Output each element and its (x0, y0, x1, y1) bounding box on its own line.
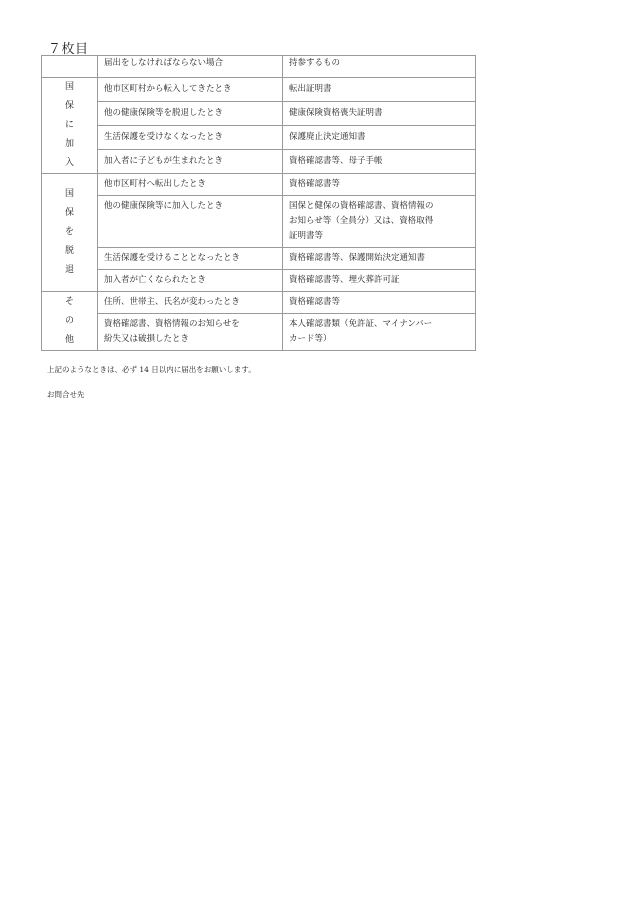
table-row (42, 248, 476, 270)
group-label-char: に (64, 120, 74, 130)
bring-cell: 本人確認書類（免許証、マイナンバー カード等） (283, 314, 476, 351)
table-row (42, 196, 476, 248)
group-label-other (42, 292, 98, 351)
group-label-char: 国 (64, 82, 74, 92)
case-cell: 他の健康保険等に加入したとき (98, 196, 283, 248)
bring-cell: 資格確認書等 (283, 292, 476, 314)
group-label-char: 国 (64, 189, 74, 199)
case-cell: 加入者に子どもが生まれたとき (98, 150, 283, 174)
table-row (42, 78, 476, 102)
page-heading: ７枚目 (48, 42, 89, 57)
group-label-leave (42, 174, 98, 292)
bring-cell: 資格確認書等 (283, 174, 476, 196)
group-label-char: 加 (64, 139, 74, 149)
case-cell: 生活保護を受けることとなったとき (98, 248, 283, 270)
case-cell: 他市区町村から転入してきたとき (98, 78, 283, 102)
group-label-char: 他 (64, 334, 74, 345)
table-header-row (42, 56, 476, 78)
group-label-char: そ (64, 296, 74, 307)
bring-cell: 国保と健保の資格確認書、資格情報の お知らせ等（全員分）又は、資格取得 証明書等 (283, 196, 476, 248)
table-row (42, 102, 476, 126)
bring-cell: 資格確認書等、埋火葬許可証 (283, 270, 476, 292)
bring-cell: 転出証明書 (283, 78, 476, 102)
table-row (42, 126, 476, 150)
bring-cell: 健康保険資格喪失証明書 (283, 102, 476, 126)
group-label-char: 保 (64, 101, 74, 111)
deadline-note: 上記のようなときは、必ず 14 日以内に届出をお願いします。 (47, 365, 256, 374)
group-label-char: を (64, 227, 74, 237)
case-cell: 生活保護を受けなくなったとき (98, 126, 283, 150)
bring-cell: 資格確認書等、保護開始決定通知書 (283, 248, 476, 270)
table-row (42, 150, 476, 174)
group-label-char: の (64, 315, 74, 326)
table-row (42, 314, 476, 351)
case-cell: 他の健康保険等を脱退したとき (98, 102, 283, 126)
group-label-join (42, 78, 98, 174)
group-label-char: 保 (64, 208, 74, 218)
header-bring: 持参するもの (283, 56, 476, 78)
bring-cell: 保護廃止決定通知書 (283, 126, 476, 150)
table-row (42, 270, 476, 292)
case-cell: 住所、世帯主、氏名が変わったとき (98, 292, 283, 314)
contact-heading: お問合せ先 (47, 390, 85, 399)
procedure-table (41, 55, 476, 351)
case-cell: 他市区町村へ転出したとき (98, 174, 283, 196)
group-label-char: 入 (64, 158, 74, 168)
header-category (42, 56, 98, 78)
bring-cell: 資格確認書等、母子手帳 (283, 150, 476, 174)
case-cell: 資格確認書、資格情報のお知らせを 紛失又は破損したとき (98, 314, 283, 351)
header-case: 届出をしなければならない場合 (98, 56, 283, 78)
table-row (42, 292, 476, 314)
group-label-char: 退 (64, 265, 74, 275)
group-label-char: 脱 (64, 246, 74, 256)
case-cell: 加入者が亡くなられたとき (98, 270, 283, 292)
table-row (42, 174, 476, 196)
